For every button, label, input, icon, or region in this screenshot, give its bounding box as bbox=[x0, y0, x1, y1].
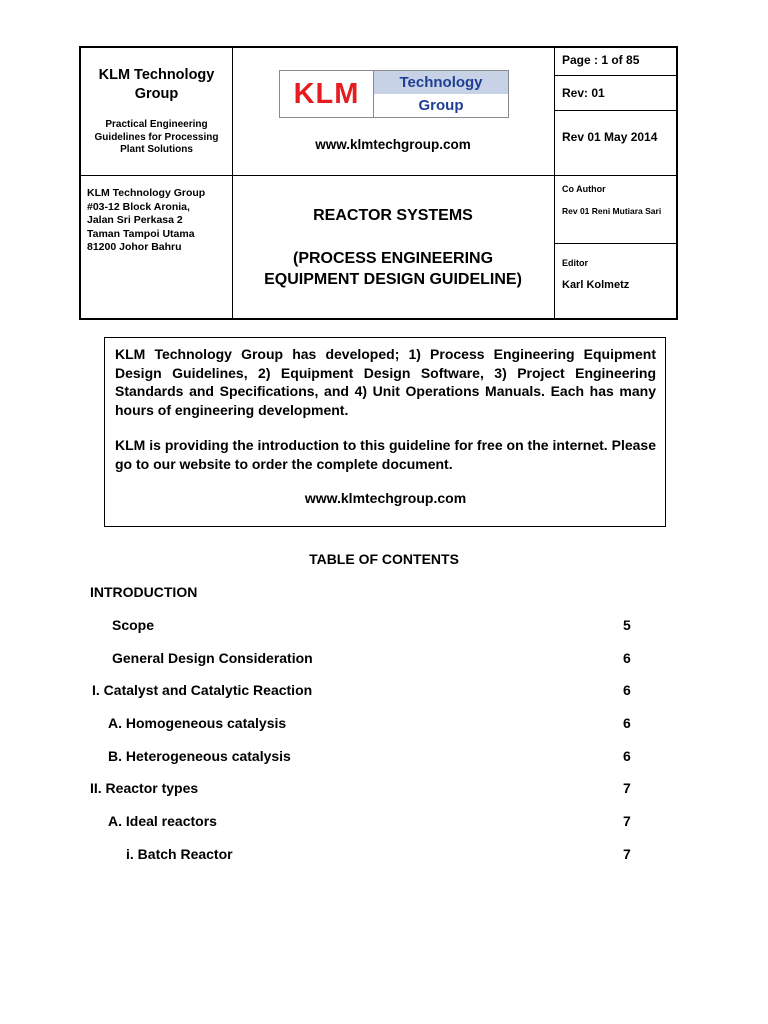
address-line: #03-12 Block Aronia, bbox=[87, 200, 190, 213]
toc-entry[interactable] bbox=[0, 748, 768, 768]
logo-group-text: Group bbox=[374, 94, 508, 117]
toc-entry[interactable] bbox=[0, 846, 768, 866]
address-line: KLM Technology Group bbox=[87, 187, 206, 199]
toc-entry-label: I. Catalyst and Catalytic Reaction bbox=[92, 682, 313, 698]
klm-logo bbox=[279, 70, 509, 118]
company-address bbox=[87, 187, 232, 255]
co-author: Rev 01 Reni Mutiara Sari bbox=[562, 206, 662, 216]
toc-entry-page: 7 bbox=[623, 780, 631, 796]
toc-entry-page: 6 bbox=[623, 715, 631, 731]
toc-entry-page: 5 bbox=[623, 617, 631, 633]
address-line: Jalan Sri Perkasa 2 bbox=[87, 214, 183, 226]
page-info: Page : 1 of 85 bbox=[562, 53, 640, 67]
subtitle-line: (PROCESS ENGINEERING bbox=[292, 250, 494, 267]
website-link[interactable]: www.klmtechgroup.com bbox=[315, 137, 471, 152]
notice-paragraph: KLM Technology Group has developed; 1) Process Engineering Equipment Design Guidelines, 2) Equipment Design Software, 3) Project Engineering Standards and Specifications, and 4) Unit Operations Manuals. Each has many hours of engineering development. bbox=[115, 346, 656, 418]
toc-entry-label: B. Heterogeneous catalysis bbox=[108, 748, 291, 764]
toc-entry-label: A. Homogeneous catalysis bbox=[108, 715, 287, 731]
toc-entry-page: 7 bbox=[623, 813, 631, 829]
document-subtitle bbox=[232, 248, 554, 290]
notice-paragraph: KLM is providing the introduction to this guideline for free on the internet. Please go to our website to order the complete document. bbox=[115, 437, 656, 472]
subtitle-line: EQUIPMENT DESIGN GUIDELINE) bbox=[264, 271, 522, 288]
notice-website-link[interactable]: www.klmtechgroup.com bbox=[304, 490, 467, 506]
toc-entry[interactable] bbox=[0, 813, 768, 833]
toc-entry-page: 6 bbox=[623, 748, 631, 764]
header-divider bbox=[554, 75, 676, 76]
toc-entry-label: II. Reactor types bbox=[90, 780, 199, 796]
toc-entry-label: A. Ideal reactors bbox=[108, 813, 217, 829]
company-tagline: Practical Engineering Guidelines for Processing Plant Solutions bbox=[94, 119, 219, 155]
header-divider bbox=[554, 48, 555, 318]
toc-entry[interactable] bbox=[0, 650, 768, 670]
company-name: KLM Technology Group bbox=[98, 67, 215, 102]
toc-entry[interactable] bbox=[0, 715, 768, 735]
editor-label: Editor bbox=[562, 258, 588, 268]
toc-entry[interactable] bbox=[0, 682, 768, 702]
address-line: Taman Tampoi Utama bbox=[87, 227, 195, 240]
co-author-label: Co Author bbox=[562, 184, 606, 194]
logo-technology-text: Technology bbox=[374, 71, 508, 94]
toc-entry-page: 6 bbox=[623, 650, 631, 666]
revision: Rev: 01 bbox=[562, 86, 605, 100]
toc-title: TABLE OF CONTENTS bbox=[309, 551, 459, 567]
toc-entry[interactable] bbox=[0, 617, 768, 637]
revision-date: Rev 01 May 2014 bbox=[562, 130, 658, 144]
address-line: 81200 Johor Bahru bbox=[87, 241, 182, 253]
toc-entry-page: 6 bbox=[623, 682, 631, 698]
header-divider bbox=[81, 175, 676, 176]
header-divider bbox=[554, 243, 676, 244]
toc-entry-label: i. Batch Reactor bbox=[126, 846, 233, 862]
document-title: REACTOR SYSTEMS bbox=[313, 207, 473, 224]
toc-entry[interactable] bbox=[0, 780, 768, 800]
toc-entry-label: INTRODUCTION bbox=[90, 584, 198, 600]
toc-entry-page: 7 bbox=[623, 846, 631, 862]
logo-klm-text: KLM bbox=[293, 77, 360, 110]
toc-entry bbox=[0, 584, 768, 604]
notice-box bbox=[104, 337, 666, 527]
editor-name: Karl Kolmetz bbox=[562, 279, 630, 291]
toc-entry-label: Scope bbox=[112, 617, 155, 633]
toc-entry-label: General Design Consideration bbox=[112, 650, 313, 666]
header-divider bbox=[554, 110, 676, 111]
document-header bbox=[79, 46, 678, 320]
